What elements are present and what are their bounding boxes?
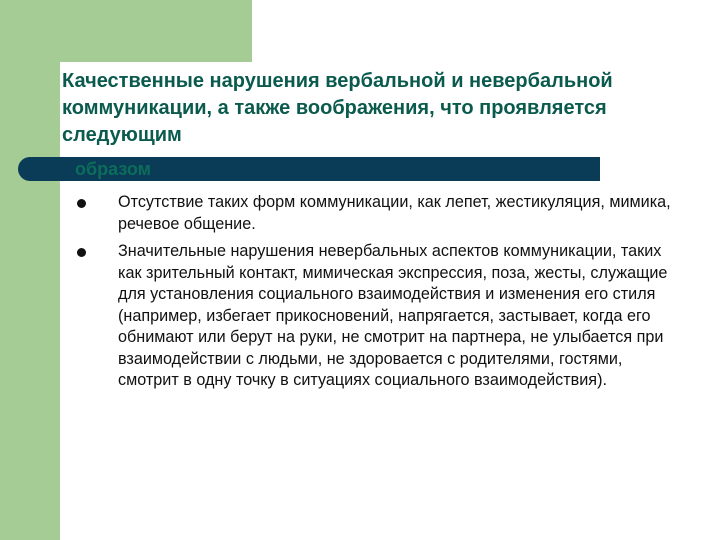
list-item [72, 241, 672, 392]
bullet-list [72, 192, 672, 398]
slide-title: Качественные нарушения вербальной и невербальной коммуникации, а также воображения, что проявляется следующим [62, 70, 613, 146]
list-item [72, 192, 672, 235]
left-green-strip [0, 0, 60, 540]
bullet-text: Отсутствие таких форм коммуникации, как лепет, жестикуляция, мимика, речевое общение. [118, 193, 671, 233]
bullet-icon [77, 199, 86, 208]
bullet-icon [77, 248, 86, 257]
bullet-text: Значительные нарушения невербальных аспектов коммуникации, таких как зрительный контакт, мимическая экспрессия, поза, жесты, служащие для установления социального взаимодействия и изменения его стиля (например, избегает прикосновений, напрягается, застывает, когда его обнимают или берут на руки, не смотрит на партнера, не улыбается при взаимодействии с людьми, не здоровается с родителями, гостями, смотрит в одну точку в ситуациях социального взаимодействия). [118, 242, 668, 389]
slide-title-tail: образом [75, 159, 151, 179]
top-green-block [60, 0, 252, 62]
